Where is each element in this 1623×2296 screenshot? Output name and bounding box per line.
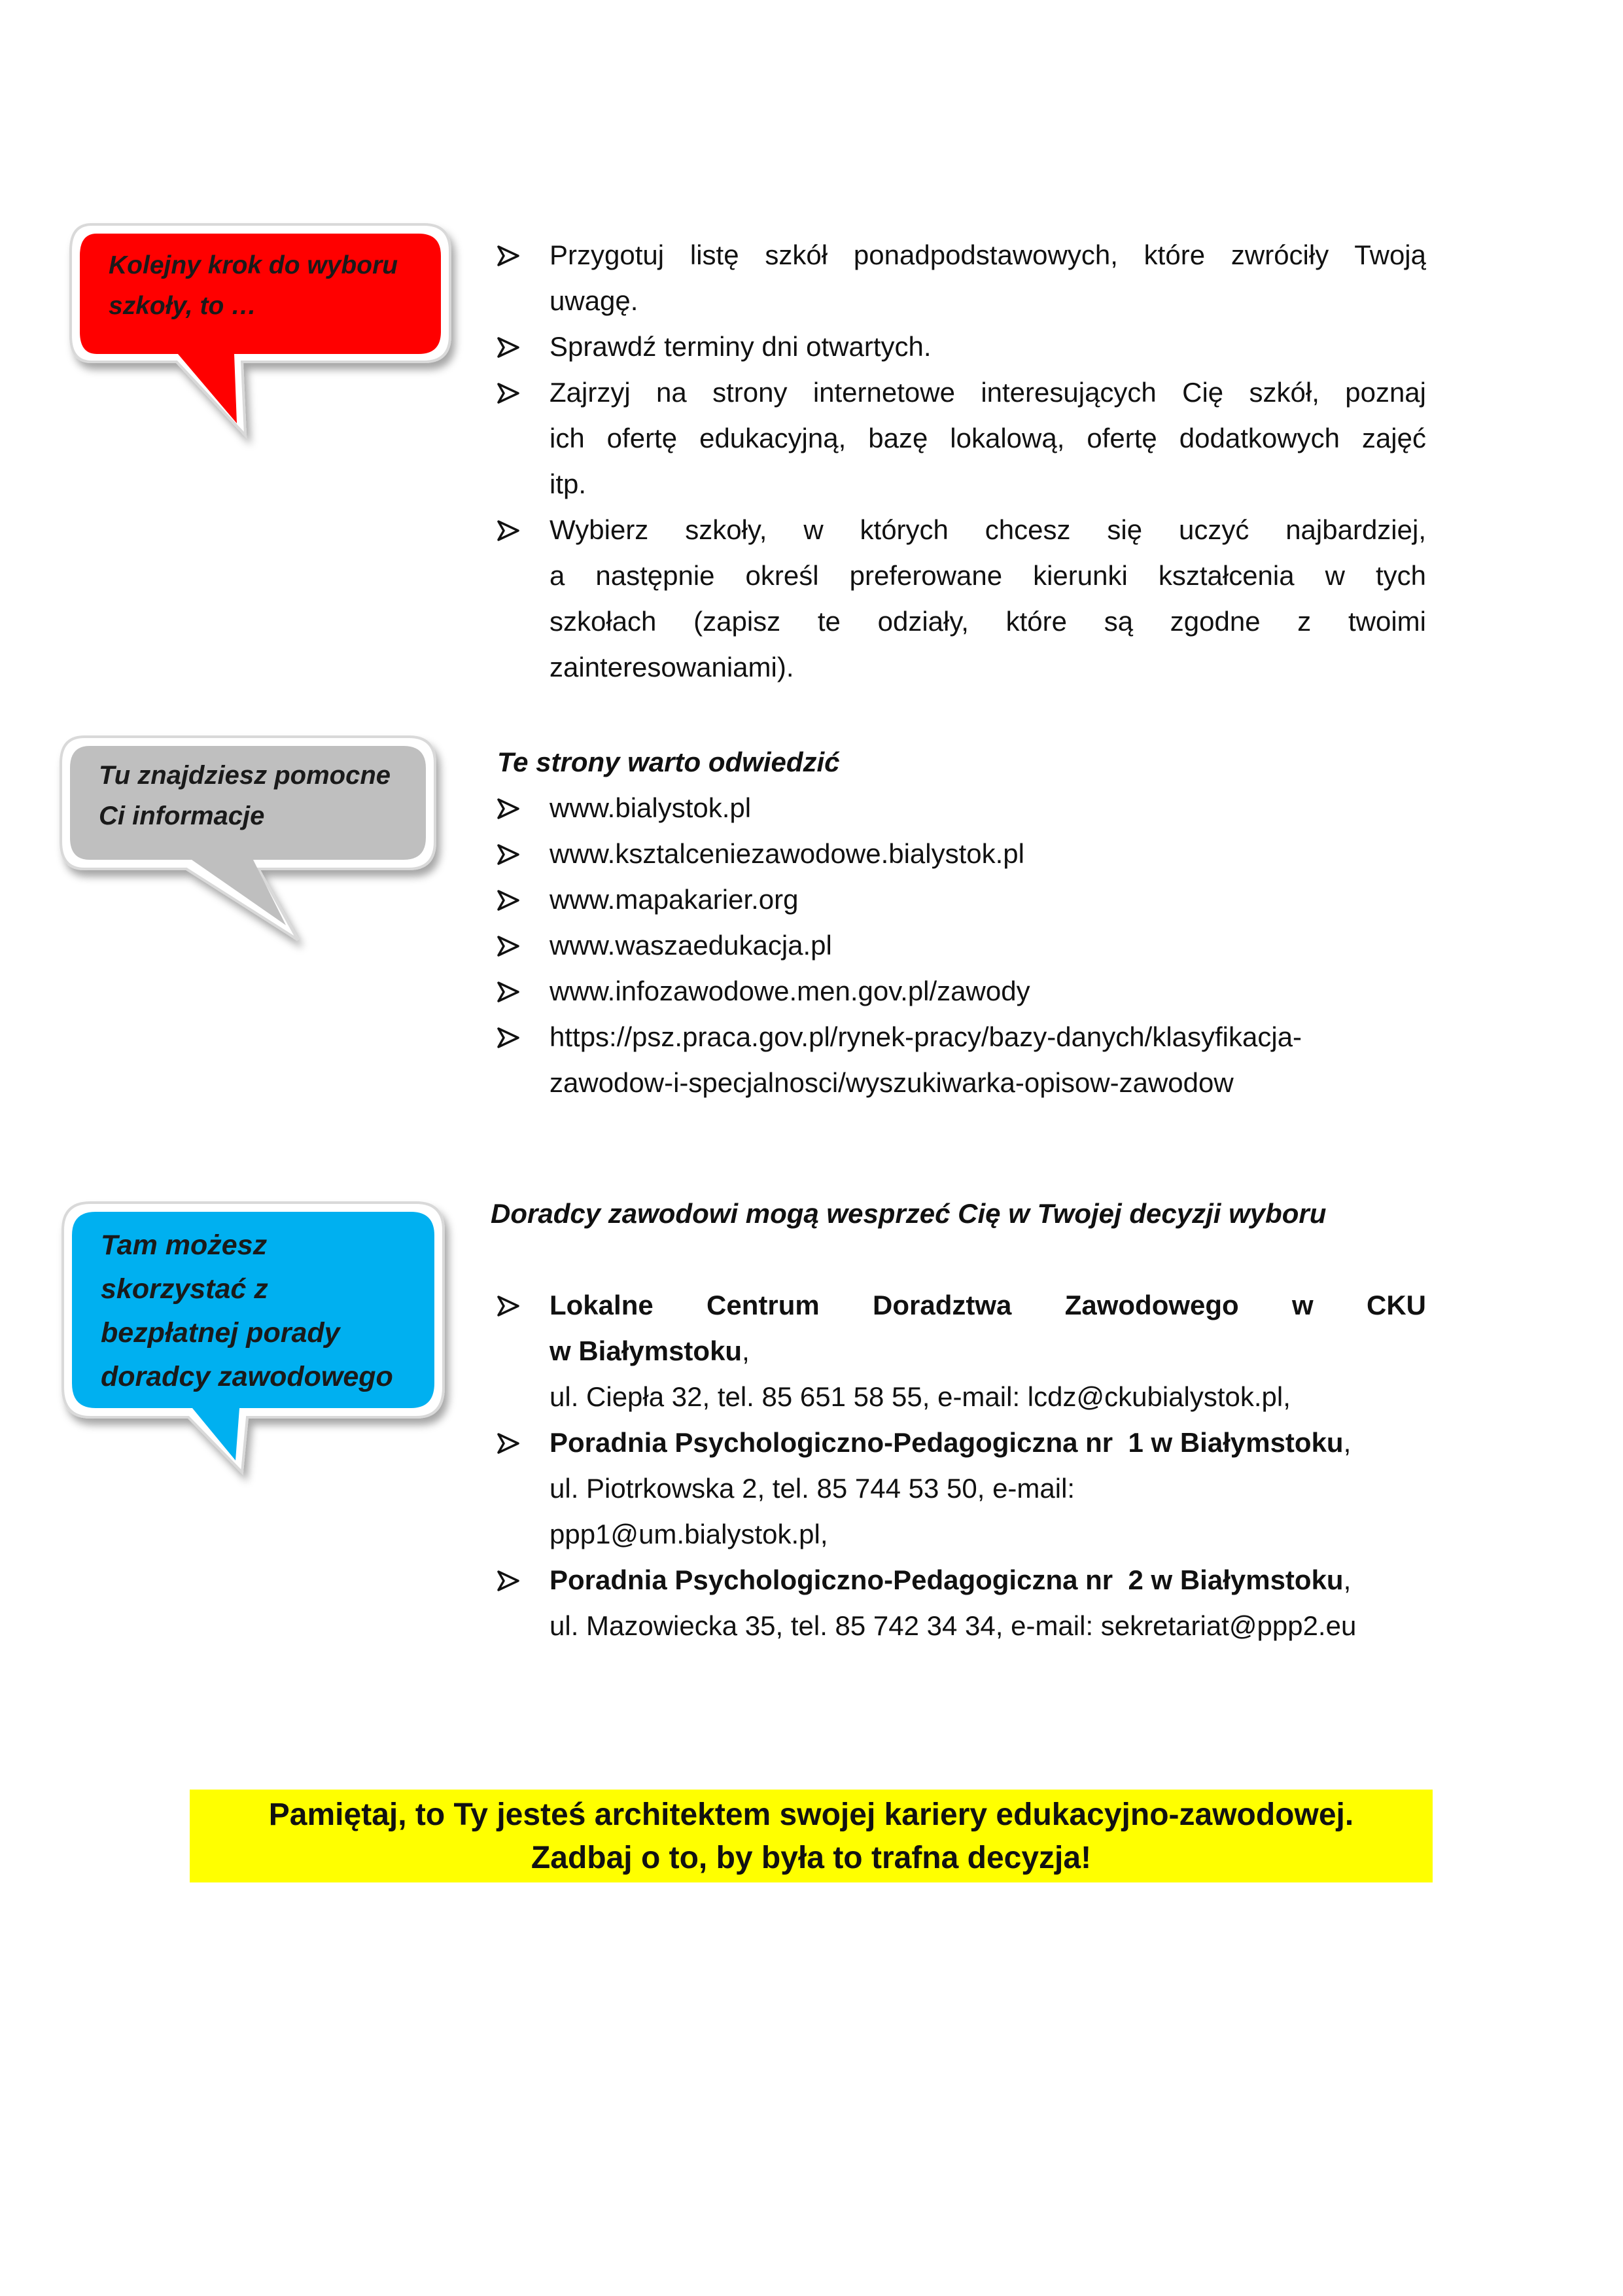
steps-list [497,232,1426,690]
item-text-line: szkołach (zapisz te odziały, które są zgodne z twoimi [550,606,1426,637]
advisor-name: w Białymstoku [550,1335,742,1366]
link-text[interactable]: www.infozawodowe.men.gov.pl/zawody [550,976,1030,1006]
advisor-name: Lokalne Centrum Doradztwa Zawodowego w CKU [550,1290,1426,1320]
banner-line: Pamiętaj, to Ty jesteś architektem swojej kariery edukacyjno-zawodowej. [268,1797,1354,1832]
link-item[interactable] [497,923,1426,968]
links-heading: Te strony warto odwiedzić [497,747,840,777]
list-item [497,324,1426,370]
bubble-text-line: doradcy zawodowego [101,1361,393,1392]
arrowhead-bullet-icon [497,337,519,358]
advisor-name: Poradnia Psychologiczno-Pedagogiczna nr 1 w Białymstoku [550,1427,1344,1458]
advisor-item [491,1282,1426,1420]
bubble-text-line: Kolejny krok do wyboru [109,251,398,279]
banner-line: Zadbaj o to, by była to trafna decyzja! [531,1841,1092,1875]
arrowhead-bullet-icon [497,1570,519,1591]
link-text[interactable]: www.waszaedukacja.pl [550,930,832,961]
arrowhead-bullet-icon [497,1296,519,1316]
reminder-banner [190,1790,1433,1882]
link-item[interactable] [497,968,1426,1014]
link-text[interactable]: zawodow-i-specjalnosci/wyszukiwarka-opisow-zawodow [550,1067,1234,1098]
links-section [497,739,1426,1106]
list-item [497,370,1426,507]
arrowhead-bullet-icon [497,520,519,541]
advisor-detail: , [1343,1427,1352,1458]
bubble-text-line: Tu znajdziesz pomocne [99,761,391,790]
advisor-detail: ul. Mazowiecka 35, tel. 85 742 34 34, e-mail: sekretariat@ppp2.eu [550,1610,1357,1641]
link-text[interactable]: www.ksztalceniezawodowe.bialystok.pl [550,838,1024,869]
advisor-detail: ppp1@um.bialystok.pl, [550,1519,828,1549]
advisors-heading: Doradcy zawodowi mogą wesprzeć Cię w Twojej decyzji wyboru [491,1198,1327,1229]
item-text-line: a następnie określ preferowane kierunki kształcenia w tych [550,560,1426,591]
arrowhead-bullet-icon [497,890,519,911]
bubble-text-line: Ci informacje [99,802,265,830]
link-item[interactable] [497,831,1426,877]
advisor-detail: ul. Ciepła 32, tel. 85 651 58 55, e-mail: lcdz@ckubialystok.pl, [550,1381,1291,1412]
advisor-item [491,1557,1426,1649]
bubble-text-line: szkoły, to … [109,292,257,320]
bubble-text-line: Tam możesz [101,1229,268,1261]
arrowhead-bullet-icon [497,1027,519,1048]
advisor-detail: , [742,1335,750,1366]
link-item[interactable] [497,877,1426,923]
link-text[interactable]: www.bialystok.pl [550,792,752,823]
arrowhead-bullet-icon [497,798,519,819]
item-text-line: zainteresowaniami). [550,652,794,682]
arrowhead-bullet-icon [497,245,519,266]
item-text-line: Zajrzyj na strony internetowe interesujących Cię szkół, poznaj [550,377,1426,408]
arrowhead-bullet-icon [497,981,519,1002]
item-text-line: Wybierz szkoły, w których chcesz się uczyć najbardziej, [550,514,1426,545]
link-item[interactable] [497,1014,1426,1106]
link-item[interactable] [497,785,1426,831]
list-item [497,232,1426,324]
item-text-line: ich ofertę edukacyjną, bazę lokalową, ofertę dodatkowych zajęć [550,423,1426,453]
arrowhead-bullet-icon [497,383,519,404]
arrowhead-bullet-icon [497,844,519,865]
speech-bubble-helpful-info [56,732,448,947]
advisor-item [491,1420,1426,1557]
link-text[interactable]: https://psz.praca.gov.pl/rynek-pracy/bazy-danych/klasyfikacja- [550,1021,1302,1052]
bubble-text-line: skorzystać z [101,1273,268,1305]
link-text[interactable]: www.mapakarier.org [550,884,799,915]
item-text-line: Przygotuj listę szkół ponadpodstawowych, które zwróciły Twoją [550,239,1426,270]
speech-bubble-free-advice [58,1197,457,1485]
speech-bubble-next-step [65,219,458,442]
bubble-text-line: bezpłatnej porady [101,1317,340,1349]
advisor-name: Poradnia Psychologiczno-Pedagogiczna nr 2 w Białymstoku [550,1564,1344,1595]
item-text-line: itp. [550,468,587,499]
advisors-section [491,1191,1426,1649]
item-text-line: uwagę. [550,285,638,316]
item-text-line: Sprawdź terminy dni otwartych. [550,331,932,362]
advisor-detail: ul. Piotrkowska 2, tel. 85 744 53 50, e-mail: [550,1473,1075,1504]
arrowhead-bullet-icon [497,936,519,957]
list-item [497,507,1426,690]
arrowhead-bullet-icon [497,1433,519,1454]
advisor-detail: , [1343,1564,1352,1595]
